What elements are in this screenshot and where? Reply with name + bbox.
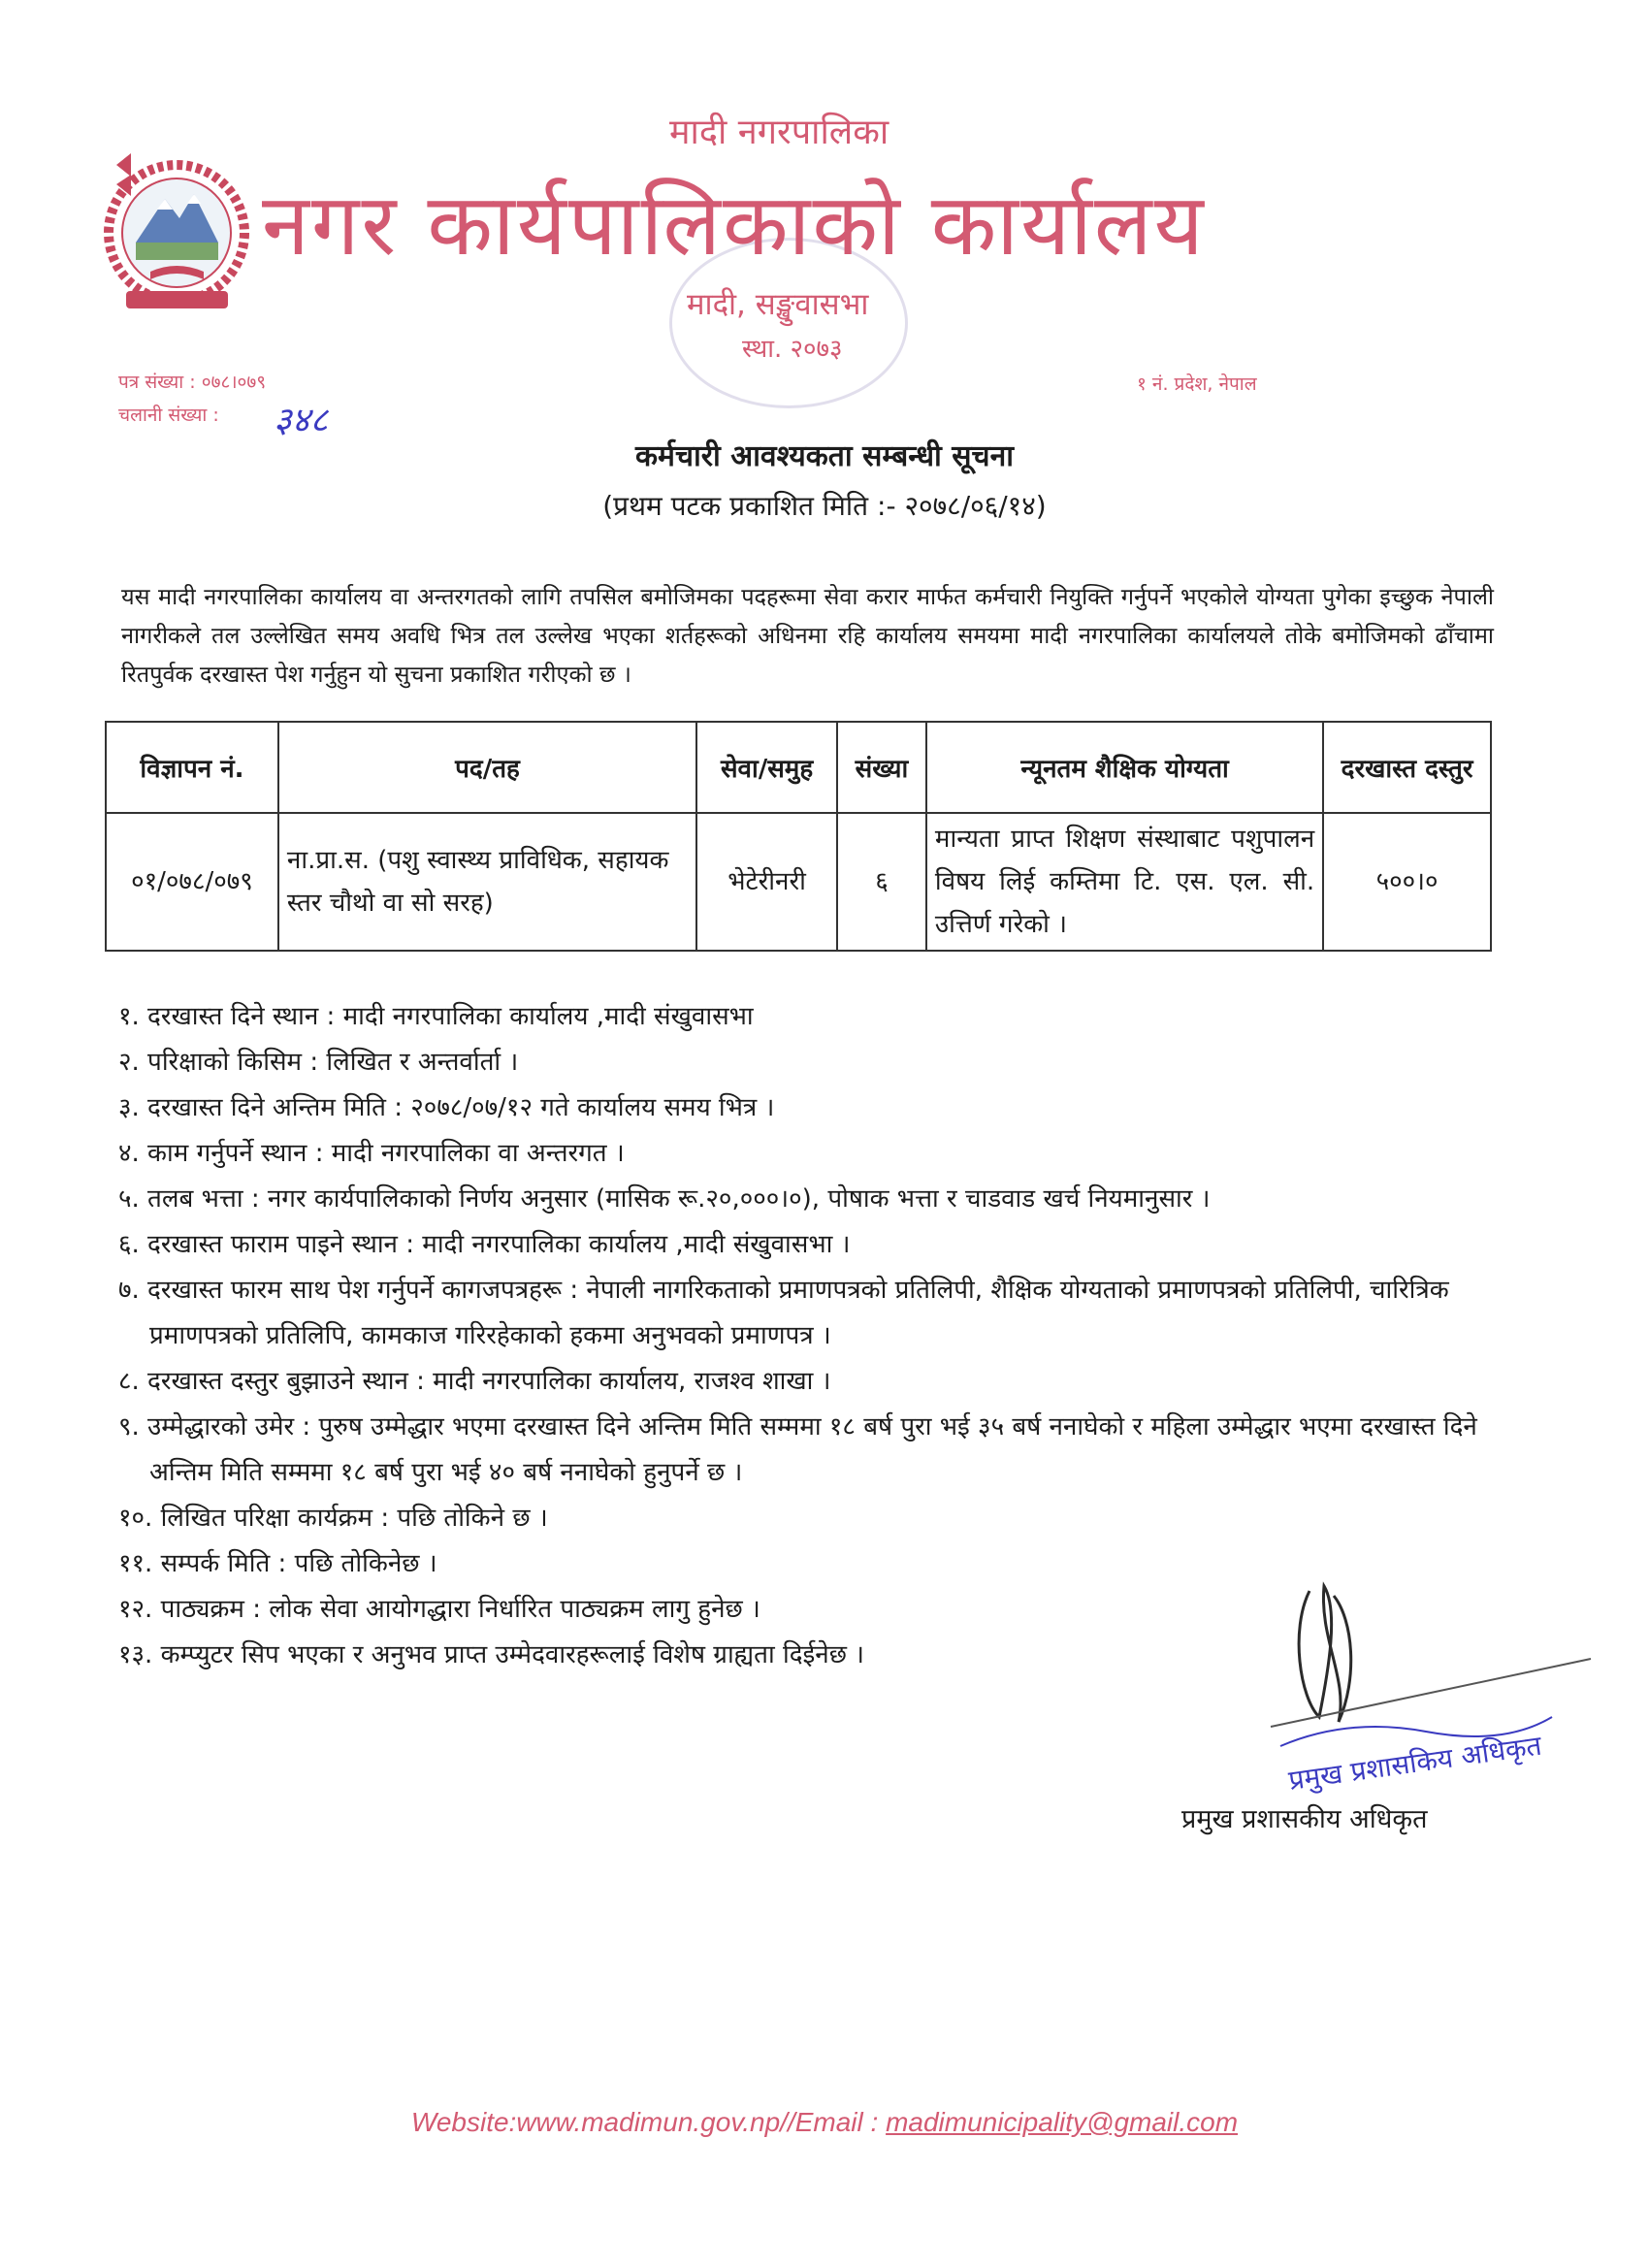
list-item: ९. उम्मेद्धारको उमेर : पुरुष उम्मेद्धार भएमा दरखास्त दिने अन्तिम मिति सम्ममा १८ बर्ष पुरा भई ३५ बर्ष ननाघेको र महिला उम्मेद्धार भएमा दरखास्त दिने अन्तिम मिति सम्ममा १८ बर्ष पुरा भई ४० बर्ष ननाघेको हुनुपर्ने छ । — [118, 1412, 1477, 1487]
email-link[interactable]: madimunicipality@gmail.com — [886, 2107, 1239, 2137]
signatory-title: प्रमुख प्रशासकीय अधिकृत — [1181, 1804, 1428, 1834]
column-header: पद/तह — [278, 722, 696, 813]
position-level: ना.प्रा.स. (पशु स्वास्थ्य प्राविधिक, सहायक स्तर चौथो वा सो सरह) — [278, 813, 696, 951]
column-header: सेवा/समुह — [696, 722, 837, 813]
column-header: संख्या — [837, 722, 926, 813]
signature — [1232, 1552, 1600, 1804]
list-item: १. दरखास्त दिने स्थान : मादी नगरपालिका कार्यालय ,मादी संखुवासभा — [118, 1002, 754, 1031]
established-year: स्था. २०७३ — [742, 335, 843, 364]
application-fee: ५००।० — [1323, 813, 1491, 951]
list-item: १०. लिखित परिक्षा कार्यक्रम : पछि तोकिने छ । — [118, 1504, 548, 1533]
service-group: भेटेरीनरी — [696, 813, 837, 951]
letter-number: पत्र संख्या : ०७८।०७९ — [118, 372, 267, 393]
office-address: मादी, सङ्खुवासभा — [687, 287, 869, 322]
vacancy-table — [105, 721, 1492, 952]
column-header: विज्ञापन नं. — [106, 722, 278, 813]
dispatch-label: चलानी संख्या : — [118, 405, 219, 426]
list-item: १३. कम्प्युटर सिप भएका र अनुभव प्राप्त उम्मेदवारहरूलाई विशेष ग्राह्यता दिईनेछ । — [118, 1640, 865, 1669]
column-header: दरखास्त दस्तुर — [1323, 722, 1491, 813]
nepal-emblem-icon — [97, 146, 257, 320]
notice-intro: यस मादी नगरपालिका कार्यालय वा अन्तरगतको लागि तपसिल बमोजिमका पदहरूमा सेवा करार मार्फत कर्मचारी नियुक्ति गर्नुपर्ने भएकोले योग्यता पुगेका इच्छुक नेपाली नागरीकले तल उल्लेखित समय अवधि भित्र तल उल्लेख भएका शर्तहरूको अधिनमा रहि कार्यालय समयमा मादी नगरपालिका कार्यालयले तोके बमोजिमको ढाँचामा रितपुर्वक दरखास्त पेश गर्नुहुन यो सुचना प्रकाशित गरीएको छ । — [121, 583, 1494, 688]
list-item: ११. सम्पर्क मिति : पछि तोकिनेछ । — [118, 1549, 437, 1578]
list-item: ३. दरखास्त दिने अन्तिम मिति : २०७८/०७/१२ गते कार्यालय समय भित्र । — [118, 1093, 775, 1122]
municipality-name: मादी नगरपालिका — [669, 113, 889, 152]
advertisement-number: ०१/०७८/०७९ — [106, 813, 278, 951]
notice-subtitle: (प्रथम पटक प्रकाशित मिति :- २०७८/०६/१४) — [602, 490, 1047, 522]
province-label: १ नं. प्रदेश, नेपाल — [1137, 373, 1257, 395]
list-item: ७. दरखास्त फारम साथ पेश गर्नुपर्ने कागजपत्रहरू : नेपाली नागरिकताको प्रमाणपत्रको प्रतिलिपी, शैक्षिक योग्यताको प्रमाणपत्रको प्रतिलिपी, चारित्रिक प्रमाणपत्रको प्रतिलिपि, कामकाज गरिरहेकाको हकमा अनुभवको प्रमाणपत्र । — [118, 1276, 1449, 1350]
list-item: २. परिक्षाको किसिम : लिखित र अन्तर्वार्ता । — [118, 1048, 519, 1077]
list-item: ५. तलब भत्ता : नगर कार्यपालिकाको निर्णय अनुसार (मासिक रू.२०,०००।०), पोषाक भत्ता र चाडवाड खर्च नियमानुसार । — [118, 1184, 1211, 1214]
table-header-row — [106, 722, 1491, 813]
table-row — [106, 813, 1491, 951]
notice-title: कर्मचारी आवश्यकता सम्बन्धी सूचना — [634, 439, 1014, 473]
vacancy-count: ६ — [837, 813, 926, 951]
website-label: Website:www.madimun.gov.np//Email : — [410, 2107, 879, 2137]
stamp-text: प्रमुख प्रशासकिय अधिकृत — [1286, 1729, 1544, 1797]
list-item: १२. पाठ्यक्रम : लोक सेवा आयोगद्धारा निर्धारित पाठ्यक्रम लागु हुनेछ । — [118, 1595, 760, 1624]
list-item: ८. दरखास्त दस्तुर बुझाउने स्थान : मादी नगरपालिका कार्यालय, राजश्व शाखा । — [118, 1367, 831, 1396]
footer-contact — [0, 2107, 1649, 2138]
list-item: ६. दरखास्त फाराम पाइने स्थान : मादी नगरपालिका कार्यालय ,मादी संखुवासभा । — [118, 1230, 851, 1259]
column-header: न्यूनतम शैक्षिक योग्यता — [926, 722, 1323, 813]
minimum-qualification: मान्यता प्राप्त शिक्षण संस्थाबाट पशुपालन विषय लिई कम्तिमा टि. एस. एल. सी. उत्तिर्ण गरेको । — [926, 813, 1323, 951]
list-item: ४. काम गर्नुपर्ने स्थान : मादी नगरपालिका वा अन्तरगत । — [118, 1139, 625, 1168]
dispatch-number: ३४८ — [274, 401, 329, 440]
office-title: नगर कार्यपालिकाको कार्यालय — [262, 175, 1206, 275]
